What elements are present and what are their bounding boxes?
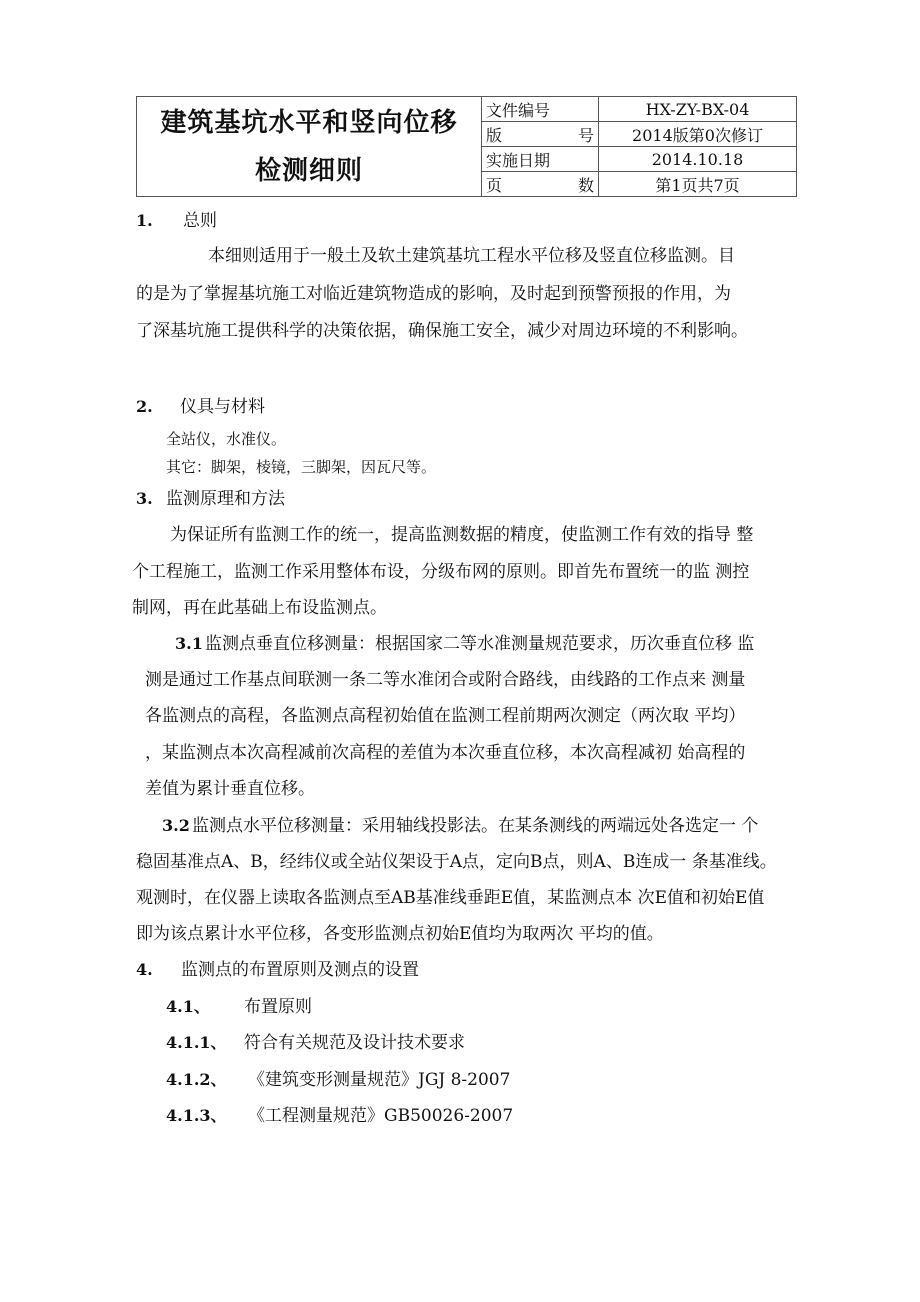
title-line-1: 建筑基坑水平和竖向位移	[160, 107, 458, 138]
section-4-number: 4.	[136, 960, 153, 979]
value-page-count: 第1页共7页	[599, 172, 797, 197]
section-2-number: 2.	[136, 397, 153, 416]
subsection-3-1-line-4: ，某监测点本次高程减前次高程的差值为本次垂直位移，本次高程减初 始高程的	[145, 743, 746, 763]
label-text: 文件编号	[486, 100, 551, 120]
subsection-3-1-line-3: 各监测点的高程，各监测点高程初始值在监测工程前期两次测定（两次取 平均）	[145, 706, 746, 726]
item-4-1-2-text: 《建筑变形测量规范》JGJ 8-2007	[248, 1070, 511, 1090]
value-effective-date: 2014.10.18	[599, 147, 797, 172]
item-4-1-2-number: 4.1.2、	[166, 1070, 227, 1089]
section-3-intro-line-3: 制网，再在此基础上布设监测点。	[132, 598, 387, 618]
label-text-a: 页	[486, 175, 503, 195]
section-4-title: 监测点的布置原则及测点的设置	[181, 960, 419, 980]
section-1-title: 总则	[183, 211, 217, 231]
item-4-1-3-text: 《工程测量规范》GB50026-2007	[248, 1106, 514, 1126]
item-4-1-1-number: 4.1.1、	[166, 1033, 227, 1052]
subsection-3-2-line-4: 即为该点累计水平位移，各变形监测点初始E值均为取两次 平均的值。	[136, 924, 664, 944]
subsection-3-1-line-2: 测是通过工作基点间联测一条二等水准闭合或附合路线，由线路的工作点来 测量	[145, 670, 746, 690]
label-text-a: 版	[486, 125, 503, 145]
section-1-line-3: 了深基坑施工提供科学的决策依据，确保施工安全，减少对周边环境的不利影响。	[136, 321, 748, 341]
label-text: 实施日期	[486, 150, 551, 170]
label-effective-date	[482, 147, 599, 172]
section-1-line-1: 本细则适用于一般土及软土建筑基坑工程水平位移及竖直位移监测。目	[208, 246, 735, 266]
value-file-number: HX-ZY-BX-04	[599, 97, 797, 122]
document-title	[137, 97, 482, 197]
label-text-b: 号	[577, 125, 594, 145]
label-page-count	[482, 172, 599, 197]
subsection-3-2-number: 3.2	[162, 816, 190, 835]
title-line-2: 检测细则	[254, 155, 363, 186]
section-2-line-2: 其它：脚架，棱镜，三脚架，因瓦尺等。	[166, 458, 437, 476]
section-3-title: 监测原理和方法	[166, 489, 285, 509]
section-1-line-2: 的是为了掌握基坑施工对临近建筑物造成的影响，及时起到预警预报的作用，为	[136, 284, 731, 304]
label-version	[482, 122, 599, 147]
item-4-1-text: 布置原则	[244, 997, 312, 1017]
item-4-1-number: 4.1、	[166, 997, 210, 1016]
section-3-intro-line-2: 个工程施工，监测工作采用整体布设，分级布网的原则。即首先布置统一的监 测控	[132, 562, 750, 582]
document-header-table	[136, 96, 797, 197]
item-4-1-1-text: 符合有关规范及设计技术要求	[244, 1033, 465, 1053]
label-file-number	[482, 97, 599, 122]
value-version: 2014版第0次修订	[599, 122, 797, 147]
section-2-line-1: 全站仪，水准仪。	[166, 430, 287, 448]
section-1-number: 1.	[136, 211, 153, 230]
section-3-intro-line-1: 为保证所有监测工作的统一，提高监测数据的精度，使监测工作有效的指导 整	[170, 525, 754, 545]
subsection-3-2-line-3: 观测时，在仪器上读取各监测点至AB基准线垂距E值，某监测点本 次E值和初始E值	[136, 888, 765, 908]
label-text-b: 数	[577, 175, 594, 195]
subsection-3-1-number: 3.1	[175, 634, 203, 653]
section-3-number: 3.	[136, 489, 153, 508]
subsection-3-2-line-1: 监测点水平位移测量：采用轴线投影法。在某条测线的两端远处各选定一 个	[192, 816, 759, 836]
subsection-3-2-line-2: 稳固基准点A、B，经纬仪或全站仪架设于A点，定向B点，则A、B连成一 条基准线。	[136, 852, 777, 872]
item-4-1-3-number: 4.1.3、	[166, 1106, 227, 1125]
section-2-title: 仪具与材料	[180, 397, 265, 417]
subsection-3-1-line-5: 差值为累计垂直位移。	[145, 779, 315, 799]
subsection-3-1-line-1: 监测点垂直位移测量：根据国家二等水准测量规范要求，历次垂直位移 监	[205, 634, 755, 654]
